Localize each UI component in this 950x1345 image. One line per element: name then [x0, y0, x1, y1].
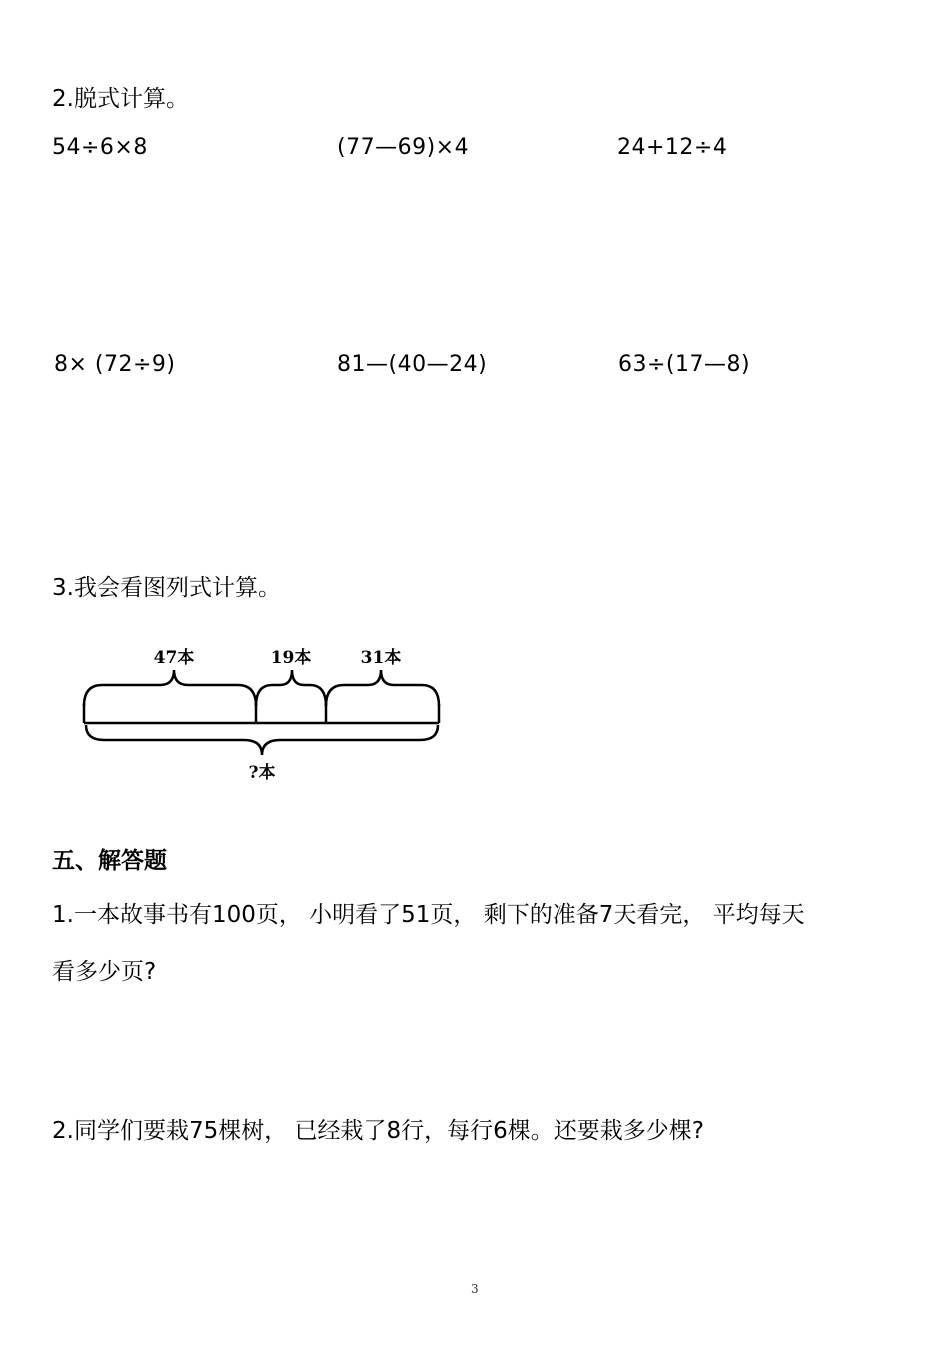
segment-label-3: 31本 [360, 648, 402, 668]
expression-5: 81—(40—24) [337, 352, 488, 377]
section-5-heading: 五、解答题 [52, 848, 167, 874]
expression-3: 24+12÷4 [617, 135, 728, 160]
question-2-title: 2.脱式计算。 [52, 86, 189, 112]
brace-segment-1 [84, 670, 256, 706]
problem-1-line-2: 看多少页? [52, 959, 157, 985]
expression-2: (77—69)×4 [337, 135, 470, 160]
page-number: 3 [471, 1282, 479, 1296]
expression-4: 8× (72÷9) [54, 352, 176, 377]
expression-6: 63÷(17—8) [618, 352, 751, 377]
expression-1: 54÷6×8 [52, 135, 148, 160]
brace-total [86, 725, 438, 755]
brace-segment-2 [256, 670, 326, 706]
total-label: ?本 [248, 763, 276, 783]
segment-label-1: 47本 [153, 648, 195, 668]
problem-2-line-1: 2.同学们要栽75棵树， 已经栽了8行，每行6棵。还要栽多少棵? [52, 1118, 704, 1144]
segment-diagram [78, 640, 448, 790]
problem-1-line-1: 1.一本故事书有100页， 小明看了51页， 剩下的准备7天看完， 平均每天 [52, 902, 805, 928]
segment-label-2: 19本 [270, 648, 312, 668]
question-3-title: 3.我会看图列式计算。 [52, 575, 281, 601]
brace-segment-3 [326, 670, 439, 706]
